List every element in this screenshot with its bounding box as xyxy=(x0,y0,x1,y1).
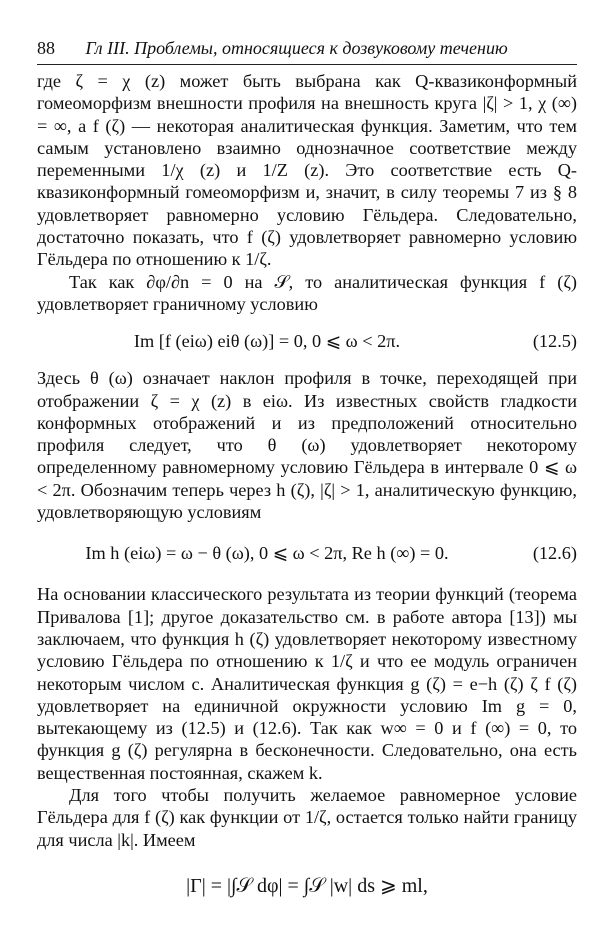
equation-12-5-formula: Im [f (eiω) eiθ (ω)] = 0, 0 ⩽ ω < 2π. xyxy=(133,331,401,352)
paragraph-5: Для того чтобы получить желаемое равномерное условие Гёльдера для f (ζ) как функции от 1/ζ, остается только найти границу для числа |k|. Имеем xyxy=(37,785,577,850)
running-title: Гл III. Проблемы, относящиеся к дозвуковому течению xyxy=(85,38,508,58)
page-body xyxy=(37,70,577,921)
equation-12-5 xyxy=(37,315,577,367)
paragraph-2: Так как ∂φ/∂n = 0 на 𝒮, то аналитическая функция f (ζ) удовлетворяет граничному условию xyxy=(37,271,577,314)
equation-12-6 xyxy=(37,523,577,583)
paragraph-4: На основании классического результата из теории функций (теорема Привалова [1]; другое доказательство см. в работе автора [13]) мы заключаем, что функция h (ζ) удовлетворяет некоторому известному условию Гёльдера по отношению к 1/ζ и что ее модуль ограничен некоторым числом c. Аналитическая функция g (ζ) = e−h (ζ) ζ f (ζ) удовлетворяет на единичной окружности условию Im g = 0, вытекающему из (12.5) и (12.6). Так как w∞ = 0 и f (∞) = 0, то функция g (ζ) регулярна в бесконечности. Следовательно, она есть вещественная постоянная, скажем k. xyxy=(37,584,577,783)
header-rule xyxy=(37,64,577,65)
equation-12-6-tag: (12.6) xyxy=(532,543,577,564)
equation-final xyxy=(37,851,577,921)
equation-final-formula: |Γ| = |∫𝒮 dφ| = ∫𝒮 |w| ds ⩾ ml, xyxy=(186,874,428,897)
paragraph-1: где ζ = χ (z) может быть выбрана как Q-квазиконформный гомеоморфизм внешности профиля на внешность круга |ζ| > 1, χ (∞) = ∞, а f (ζ) — некоторая аналитическая функция. Заметим, что тем самым установлено взаимно однозначное соответствие между переменными 1/χ (z) и 1/Z (z). Это соответствие есть Q-квазиконформный гомеоморфизм и, значит, в силу теоремы 7 из § 8 удовлетворяет равномерно условию Гёльдера. Следовательно, достаточно показать, что f (ζ) удовлетворяет равномерно условию Гёльдера по отношению к 1/ζ. xyxy=(37,71,577,270)
equation-12-5-tag: (12.5) xyxy=(532,331,577,352)
equation-12-6-formula: Im h (eiω) = ω − θ (ω), 0 ⩽ ω < 2π, Re h (∞) = 0. xyxy=(85,543,449,564)
paragraph-3: Здесь θ (ω) означает наклон профиля в точке, переходящей при отображении ζ = χ (z) в eiω. Из известных свойств гладкости конформных отображений и из предположений относительно профиля следует, что θ (ω) удовлетворяет некоторому определенному равномерному условию Гёльдера в интервале 0 ⩽ ω < 2π. Обозначим теперь через h (ζ), |ζ| > 1, аналитическую функцию, удовлетворяющую условиям xyxy=(37,368,577,523)
running-header xyxy=(37,38,577,59)
page-number: 88 xyxy=(37,38,55,58)
